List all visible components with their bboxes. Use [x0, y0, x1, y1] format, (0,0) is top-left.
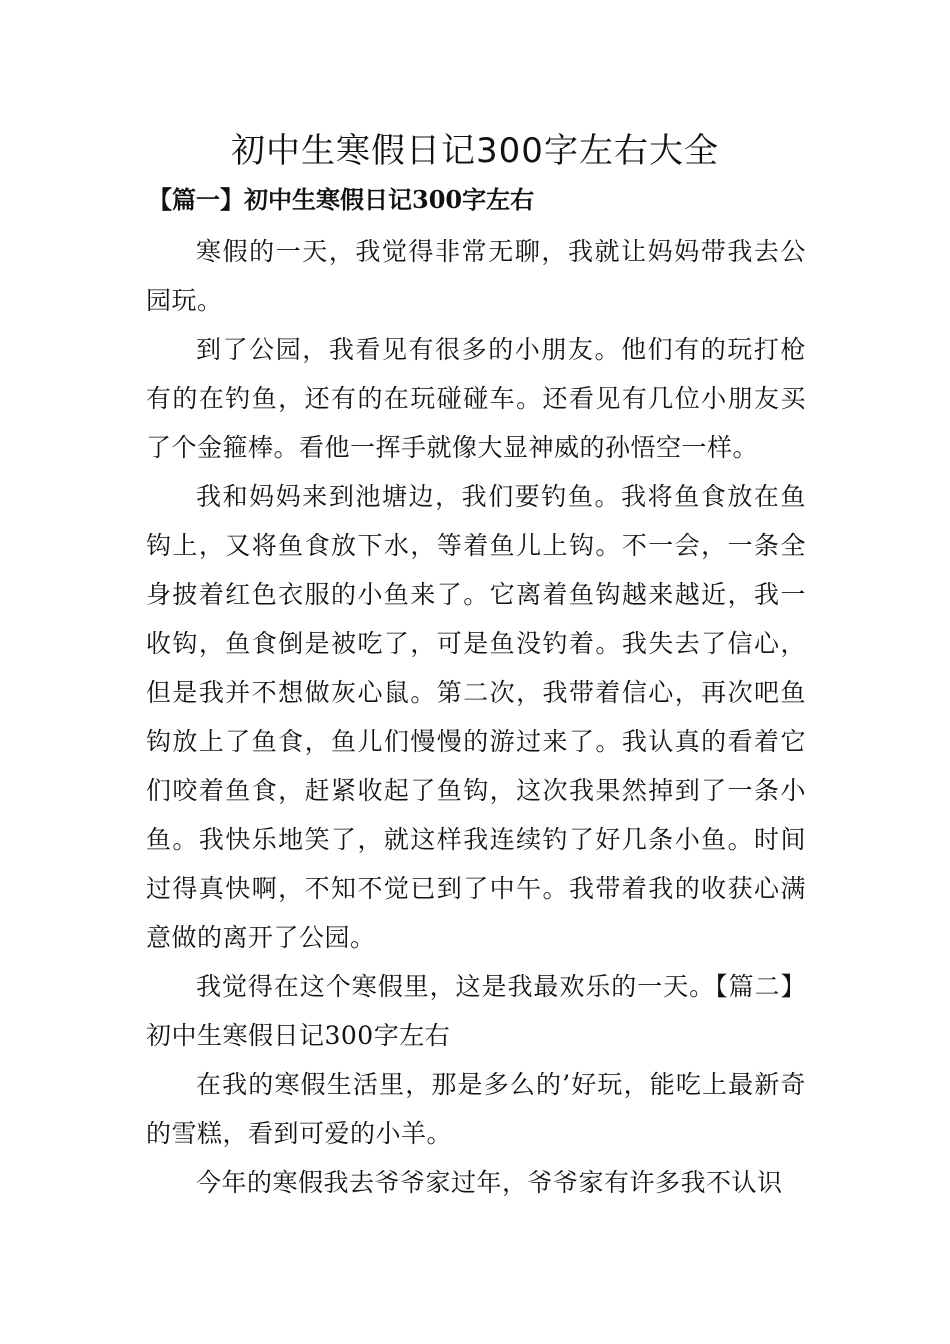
document-body [146, 227, 806, 1207]
document-title: 初中生寒假日记300字左右大全 [231, 131, 719, 171]
section-heading: 【篇一】初中生寒假日记300字左右 [148, 185, 535, 214]
paragraph: 我觉得在这个寒假里，这是我最欢乐的一天。【篇二】初中生寒假日记300字左右 [146, 972, 806, 1050]
paragraph: 我和妈妈来到池塘边，我们要钓鱼。我将鱼食放在鱼钩上，又将鱼食放下水，等着鱼儿上钩。不一会，一条全身披着红色衣服的小鱼来了。它离着鱼钩越来越近，我一收钩，鱼食倒是被吃了，可是鱼没钓着。我失去了信心，但是我并不想做灰心鼠。第二次，我带着信心，再次吧鱼钩放上了鱼食，鱼儿们慢慢的游过来了。我认真的看着它们咬着鱼食，赶紧收起了鱼钩，这次我果然掉到了一条小鱼。我快乐地笑了，就这样我连续钓了好几条小鱼。时间过得真快啊，不知不觉已到了中午。我带着我的收获心满意做的离开了公园。 [146, 482, 806, 952]
paragraph: 到了公园，我看见有很多的小朋友。他们有的玩打枪有的在钓鱼，还有的在玩碰碰车。还看见有几位小朋友买了个金箍棒。看他一挥手就像大显神威的孙悟空一样。 [146, 335, 806, 462]
paragraph: 今年的寒假我去爷爷家过年，爷爷家有许多我不认识 [196, 1168, 783, 1197]
paragraph: 在我的寒假生活里，那是多么的’好玩，能吃上最新奇的雪糕，看到可爱的小羊。 [146, 1070, 806, 1148]
paragraph: 寒假的一天，我觉得非常无聊，我就让妈妈带我去公园玩。 [146, 237, 806, 315]
